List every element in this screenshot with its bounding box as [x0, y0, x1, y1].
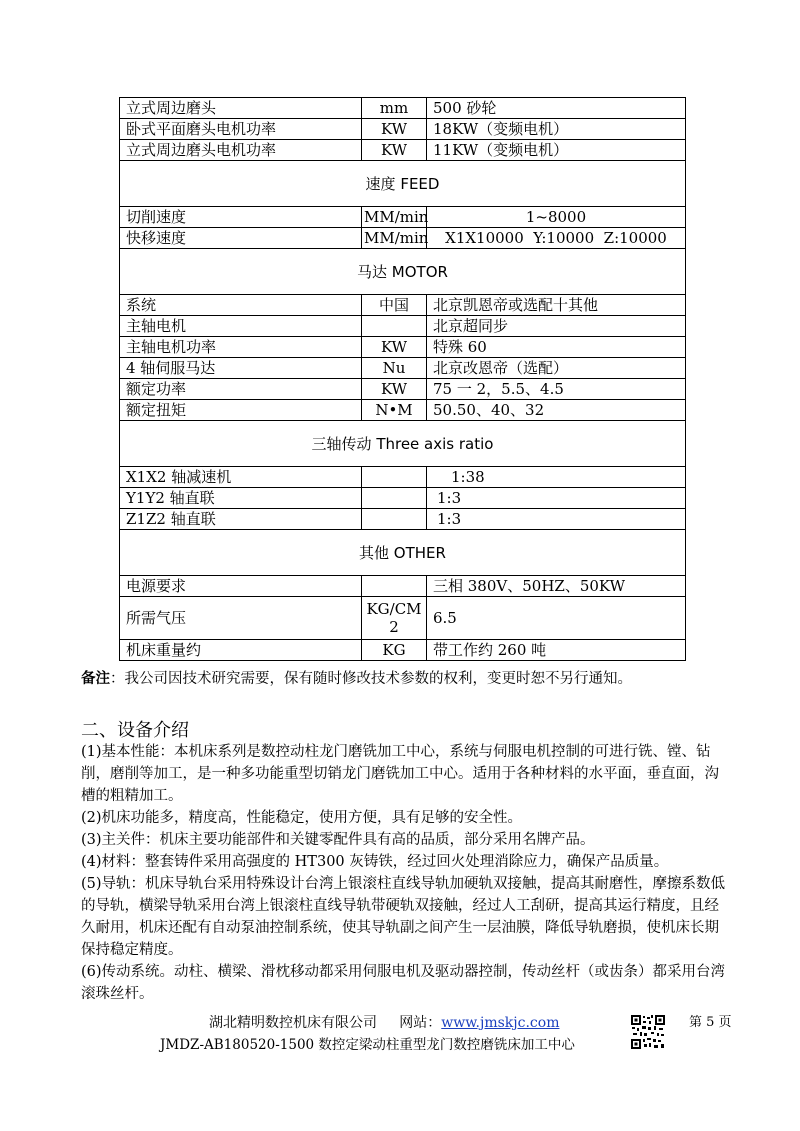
param-unit: Nu — [362, 358, 427, 379]
remark-label: 备注 — [81, 670, 110, 687]
param-unit: MM/min — [362, 207, 427, 228]
param-unit — [362, 488, 427, 509]
table-row — [120, 358, 686, 379]
table-row — [120, 228, 686, 249]
table-row — [120, 400, 686, 421]
param-unit: mm — [362, 98, 427, 119]
param-value: 18KW（变频电机） — [427, 119, 686, 140]
section-header-feed — [120, 161, 686, 207]
param-value: 50.50、40、32 — [427, 400, 686, 421]
website-link[interactable]: www.jmskjc.com — [441, 1015, 560, 1031]
section-header-motor — [120, 249, 686, 295]
param-unit — [362, 576, 427, 597]
footer-subtitle: JMDZ-AB180520-1500 数控定梁动柱重型龙门数控磨铣床加工中心 — [160, 1037, 575, 1053]
section-header-other — [120, 530, 686, 576]
section-title: 其他 OTHER — [120, 530, 686, 576]
param-value: 北京改恩帝（选配） — [427, 358, 686, 379]
param-value: 1:38 — [427, 467, 686, 488]
param-unit: N•M — [362, 400, 427, 421]
param-value: 500 砂轮 — [427, 98, 686, 119]
param-name: X1X2 轴减速机 — [120, 467, 362, 488]
param-name: 所需气压 — [120, 597, 362, 640]
table-row — [120, 576, 686, 597]
param-name: 卧式平面磨头电机功率 — [120, 119, 362, 140]
param-value: 1:3 — [427, 488, 686, 509]
param-value: X1X10000 Y:10000 Z:10000 — [427, 228, 686, 249]
footer-company-line — [209, 1012, 559, 1032]
param-name: Z1Z2 轴直联 — [120, 509, 362, 530]
table-row — [120, 140, 686, 161]
table-row — [120, 467, 686, 488]
param-unit: MM/min — [362, 228, 427, 249]
param-value: 北京凯恩帝或选配十其他 — [427, 295, 686, 316]
remark-note — [81, 667, 632, 688]
table-row — [120, 337, 686, 358]
param-name: 快移速度 — [120, 228, 362, 249]
param-name: 系统 — [120, 295, 362, 316]
param-unit: KG/CM 2 — [362, 597, 427, 640]
param-unit: KW — [362, 379, 427, 400]
param-value: 1~8000 — [427, 207, 686, 228]
param-unit — [362, 467, 427, 488]
param-name: Y1Y2 轴直联 — [120, 488, 362, 509]
table-row — [120, 379, 686, 400]
param-unit: KW — [362, 119, 427, 140]
param-name: 立式周边磨头 — [120, 98, 362, 119]
param-name: 额定功率 — [120, 379, 362, 400]
equipment-intro — [81, 741, 731, 1005]
param-name: 切削速度 — [120, 207, 362, 228]
qr-code-icon — [630, 1014, 666, 1050]
param-unit: 中国 — [362, 295, 427, 316]
param-value: 11KW（变频电机） — [427, 140, 686, 161]
website-label: 网站： — [399, 1015, 442, 1031]
page-number: 第 5 页 — [689, 1015, 732, 1030]
param-unit: KW — [362, 140, 427, 161]
table-row — [120, 207, 686, 228]
param-name: 4 轴伺服马达 — [120, 358, 362, 379]
param-unit — [362, 316, 427, 337]
table-row — [120, 316, 686, 337]
section-title: 三轴传动 Three axis ratio — [120, 421, 686, 467]
intro-paragraph: (2)机床功能多，精度高，性能稳定，使用方便，具有足够的安全性。 — [81, 810, 523, 826]
section-header-axis — [120, 421, 686, 467]
param-unit: KW — [362, 337, 427, 358]
remark-text: ：我公司因技术研究需要，保有随时修改技术参数的权利，变更时恕不另行通知。 — [110, 671, 632, 687]
table-row — [120, 119, 686, 140]
param-name: 额定扭矩 — [120, 400, 362, 421]
param-unit — [362, 509, 427, 530]
table-row — [120, 295, 686, 316]
table-row — [120, 597, 686, 640]
table-row — [120, 98, 686, 119]
param-name: 主轴电机 — [120, 316, 362, 337]
company-name: 湖北精明数控机床有限公司 — [209, 1015, 377, 1031]
table-row — [120, 640, 686, 661]
param-value: 三相 380V、50HZ、50KW — [427, 576, 686, 597]
param-name: 主轴电机功率 — [120, 337, 362, 358]
param-name: 立式周边磨头电机功率 — [120, 140, 362, 161]
section-title: 马达 MOTOR — [120, 249, 686, 295]
section-heading: 二、设备介绍 — [81, 720, 189, 741]
param-name: 电源要求 — [120, 576, 362, 597]
intro-paragraph: (1)基本性能：本机床系列是数控动柱龙门磨铣加工中心，系统与伺服电机控制的可进行铣、镗、钻削，磨削等加工，是一种多功能重型切销龙门磨铣加工中心。适用于各种材料的水平面，垂直面，沟槽的粗精加工。 — [81, 744, 719, 804]
spec-table — [119, 97, 686, 661]
param-value: 特殊 60 — [427, 337, 686, 358]
param-value: 1:3 — [427, 509, 686, 530]
table-row — [120, 509, 686, 530]
param-value: 6.5 — [427, 597, 686, 640]
section-title: 速度 FEED — [120, 161, 686, 207]
intro-paragraph: (6)传动系统。动柱、横梁、滑枕移动都采用伺服电机及驱动器控制，传动丝杆（或齿条）都采用台湾滚珠丝杆。 — [81, 964, 726, 1002]
param-value: 带工作约 260 吨 — [427, 640, 686, 661]
param-value: 北京超同步 — [427, 316, 686, 337]
param-name: 机床重量约 — [120, 640, 362, 661]
param-unit: KG — [362, 640, 427, 661]
intro-paragraph: (5)导轨：机床导轨台采用特殊设计台湾上银滚柱直线导轨加硬轨双接触，提高其耐磨性，摩擦系数低的导轨，横梁导轨采用台湾上银滚柱直线导轨带硬轨双接触，经过人工刮研，提高其运行精度，且经久耐用，机床还配有自动泵油控制系统，使其导轨副之间产生一层油膜，降低导轨磨损，使机床长期保持稳定精度。 — [81, 876, 726, 958]
param-value: 75 一 2，5.5、4.5 — [427, 379, 686, 400]
table-row — [120, 488, 686, 509]
intro-paragraph: (4)材料：整套铸件采用高强度的 HT300 灰铸铁，经过回火处理消除应力，确保产品质量。 — [81, 854, 669, 870]
intro-paragraph: (3)主关件：机床主要功能部件和关键零配件具有高的品质，部分采用名牌产品。 — [81, 832, 595, 848]
